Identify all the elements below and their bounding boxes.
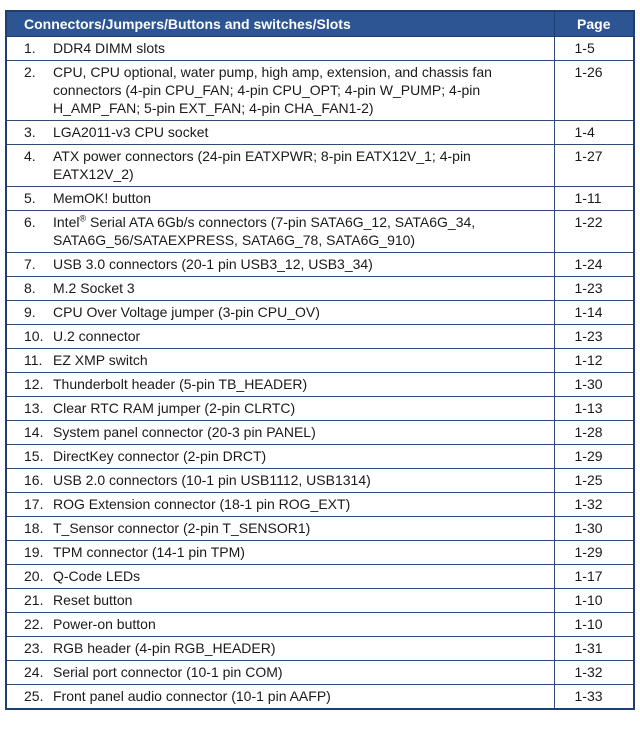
item-number: 24. — [24, 664, 44, 680]
item-description: CPU, CPU optional, water pump, high amp, extension, and chassis fan connectors (4-pin CPU_FAN; 4-pin CPU_OPT; 4-pin W_PUMP; 4-pin H_AMP_FAN; 5-pin EXT_FAN; 4-pin CHA_FAN1-2) — [53, 64, 492, 116]
item-cell — [6, 541, 554, 565]
table-row — [6, 253, 634, 277]
table-row — [6, 613, 634, 637]
item-cell — [6, 397, 554, 421]
item-page: 1-23 — [554, 325, 634, 349]
item-page: 1-25 — [554, 469, 634, 493]
item-page: 1-17 — [554, 565, 634, 589]
item-page: 1-22 — [554, 211, 634, 253]
item-number: 14. — [24, 424, 44, 440]
table-row — [6, 445, 634, 469]
item-number: 23. — [24, 640, 44, 656]
item-description: DDR4 DIMM slots — [53, 40, 166, 56]
item-page: 1-32 — [554, 493, 634, 517]
item-cell — [6, 61, 554, 121]
item-description: Front panel audio connector (10-1 pin AAFP) — [53, 688, 331, 704]
item-cell — [6, 445, 554, 469]
item-number: 15. — [24, 448, 44, 464]
item-cell — [6, 493, 554, 517]
item-description: Clear RTC RAM jumper (2-pin CLRTC) — [53, 400, 296, 416]
item-number: 20. — [24, 568, 44, 584]
table-row — [6, 325, 634, 349]
table-row — [6, 565, 634, 589]
item-page: 1-27 — [554, 145, 634, 187]
item-number: 7. — [24, 256, 36, 272]
item-cell — [6, 565, 554, 589]
item-cell — [6, 121, 554, 145]
item-description: DirectKey connector (2-pin DRCT) — [53, 448, 267, 464]
item-description: Power-on button — [53, 616, 156, 632]
item-page: 1-12 — [554, 349, 634, 373]
item-description: TPM connector (14-1 pin TPM) — [53, 544, 245, 560]
table-row — [6, 421, 634, 445]
item-description: CPU Over Voltage jumper (3-pin CPU_OV) — [53, 304, 320, 320]
item-page: 1-32 — [554, 661, 634, 685]
item-page: 1-30 — [554, 373, 634, 397]
item-description: MemOK! button — [53, 190, 152, 206]
item-page: 1-28 — [554, 421, 634, 445]
item-number: 22. — [24, 616, 44, 632]
item-cell — [6, 373, 554, 397]
item-description: RGB header (4-pin RGB_HEADER) — [53, 640, 276, 656]
connectors-table-container — [5, 10, 633, 710]
item-description: Q-Code LEDs — [53, 568, 141, 584]
item-number: 25. — [24, 688, 44, 704]
item-cell — [6, 685, 554, 710]
table-row — [6, 373, 634, 397]
connectors-table — [5, 10, 635, 710]
item-page: 1-10 — [554, 613, 634, 637]
table-row — [6, 187, 634, 211]
item-description: USB 3.0 connectors (20-1 pin USB3_12, USB3_34) — [53, 256, 373, 272]
item-cell — [6, 517, 554, 541]
item-cell — [6, 277, 554, 301]
item-description: ATX power connectors (24-pin EATXPWR; 8-pin EATX12V_1; 4-pin EATX12V_2) — [53, 148, 471, 182]
item-number: 19. — [24, 544, 44, 560]
item-cell — [6, 349, 554, 373]
item-number: 10. — [24, 328, 44, 344]
item-description: System panel connector (20-3 pin PANEL) — [53, 424, 316, 440]
item-cell — [6, 661, 554, 685]
table-row — [6, 589, 634, 613]
item-number: 12. — [24, 376, 44, 392]
item-description: LGA2011-v3 CPU socket — [53, 124, 209, 140]
table-row — [6, 517, 634, 541]
item-description: T_Sensor connector (2-pin T_SENSOR1) — [53, 520, 311, 536]
item-page: 1-10 — [554, 589, 634, 613]
table-row — [6, 469, 634, 493]
item-number: 8. — [24, 280, 36, 296]
table-row — [6, 145, 634, 187]
table-body — [6, 37, 634, 710]
table-row — [6, 277, 634, 301]
item-page: 1-14 — [554, 301, 634, 325]
item-description: ROG Extension connector (18-1 pin ROG_EXT) — [53, 496, 351, 512]
item-page: 1-4 — [554, 121, 634, 145]
item-cell — [6, 325, 554, 349]
item-description: Serial port connector (10-1 pin COM) — [53, 664, 283, 680]
table-row — [6, 211, 634, 253]
table-row — [6, 661, 634, 685]
header-title: Connectors/Jumpers/Buttons and switches/Slots — [6, 11, 554, 37]
item-number: 13. — [24, 400, 44, 416]
table-row — [6, 397, 634, 421]
item-cell — [6, 37, 554, 61]
item-cell — [6, 253, 554, 277]
item-number: 1. — [24, 40, 36, 56]
item-description: Intel® Serial ATA 6Gb/s connectors (7-pin SATA6G_12, SATA6G_34, SATA6G_56/SATAEXPRESS, SATA6G_78, SATA6G_910) — [53, 213, 476, 248]
item-number: 18. — [24, 520, 44, 536]
item-page: 1-11 — [554, 187, 634, 211]
item-cell — [6, 301, 554, 325]
item-number: 2. — [24, 64, 36, 80]
item-number: 21. — [24, 592, 44, 608]
item-number: 9. — [24, 304, 36, 320]
table-row — [6, 61, 634, 121]
item-page: 1-5 — [554, 37, 634, 61]
item-page: 1-23 — [554, 277, 634, 301]
item-description: EZ XMP switch — [53, 352, 148, 368]
item-cell — [6, 469, 554, 493]
table-row — [6, 37, 634, 61]
item-description: U.2 connector — [53, 328, 141, 344]
item-page: 1-29 — [554, 445, 634, 469]
table-header-row — [6, 11, 634, 37]
item-number: 5. — [24, 190, 36, 206]
item-number: 6. — [24, 214, 36, 230]
item-page: 1-33 — [554, 685, 634, 710]
header-page: Page — [554, 11, 634, 37]
item-cell — [6, 211, 554, 253]
item-number: 11. — [24, 352, 43, 368]
item-description: Thunderbolt header (5-pin TB_HEADER) — [53, 376, 308, 392]
table-row — [6, 637, 634, 661]
table-row — [6, 541, 634, 565]
table-row — [6, 493, 634, 517]
item-number: 4. — [24, 148, 36, 164]
item-description: Reset button — [53, 592, 133, 608]
item-page: 1-30 — [554, 517, 634, 541]
item-description: USB 2.0 connectors (10-1 pin USB1112, USB1314) — [53, 472, 371, 488]
item-cell — [6, 421, 554, 445]
item-page: 1-26 — [554, 61, 634, 121]
item-cell — [6, 145, 554, 187]
item-page: 1-31 — [554, 637, 634, 661]
item-description: M.2 Socket 3 — [53, 280, 135, 296]
table-row — [6, 685, 634, 710]
item-number: 16. — [24, 472, 44, 488]
table-row — [6, 301, 634, 325]
item-cell — [6, 187, 554, 211]
item-cell — [6, 613, 554, 637]
table-row — [6, 121, 634, 145]
item-page: 1-29 — [554, 541, 634, 565]
item-number: 17. — [24, 496, 44, 512]
item-page: 1-24 — [554, 253, 634, 277]
table-row — [6, 349, 634, 373]
item-page: 1-13 — [554, 397, 634, 421]
item-number: 3. — [24, 124, 36, 140]
item-cell — [6, 589, 554, 613]
item-cell — [6, 637, 554, 661]
